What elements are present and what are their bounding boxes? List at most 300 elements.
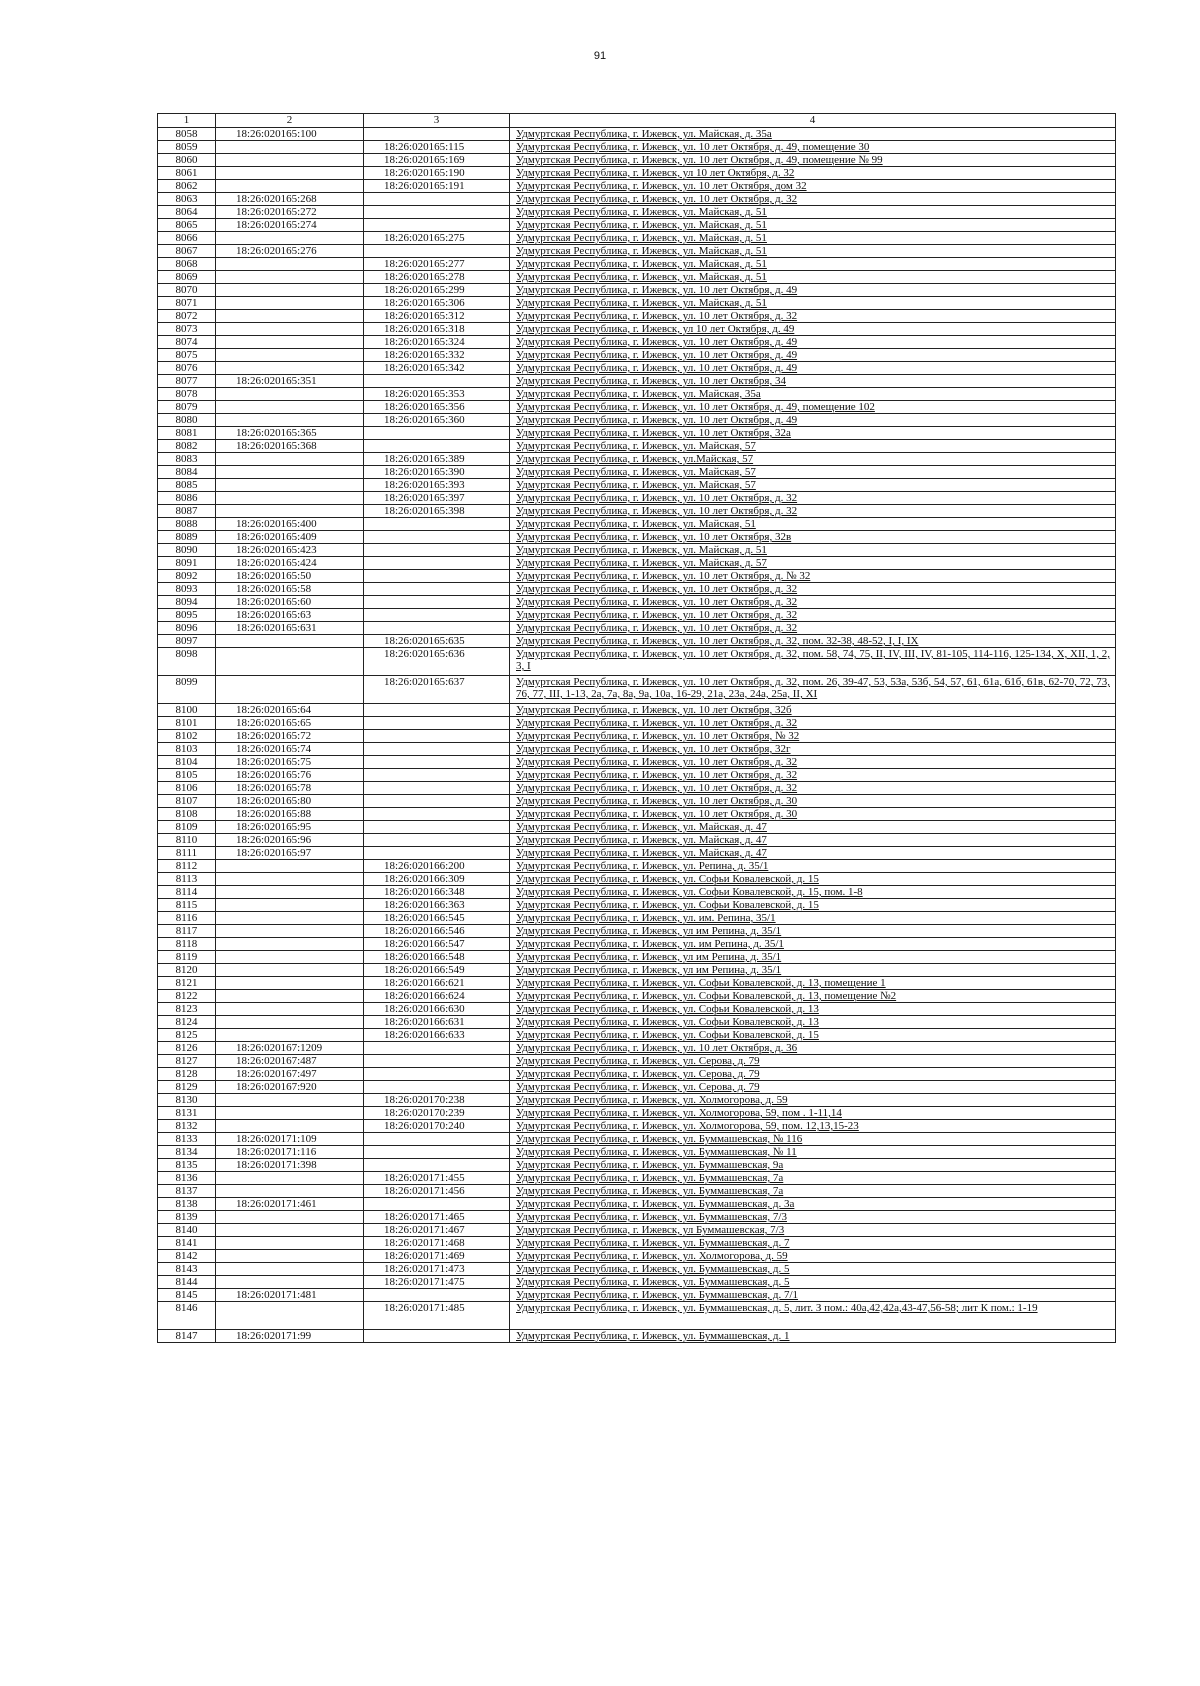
cadastral-number-land	[216, 1224, 364, 1237]
address-cell	[510, 466, 1116, 479]
address-text: Удмуртская Республика, г. Ижевск, ул им Репина, д. 35/1	[516, 964, 782, 976]
cadastral-number-land: 18:26:020165:64	[216, 704, 364, 717]
cadastral-number-land: 18:26:020165:75	[216, 756, 364, 769]
cadastral-number-object: 18:26:020165:353	[364, 388, 510, 401]
row-number: 8136	[158, 1172, 216, 1185]
address-cell	[510, 834, 1116, 847]
cadastral-number-object	[364, 743, 510, 756]
cadastral-number-land	[216, 284, 364, 297]
address-text: Удмуртская Республика, г. Ижевск, ул. Майская, д. 51	[516, 544, 767, 556]
cadastral-number-object	[364, 531, 510, 544]
cadastral-number-land	[216, 258, 364, 271]
address-text: Удмуртская Республика, г. Ижевск, ул. 10 лет Октября, д. 49	[516, 362, 798, 374]
cadastral-number-object: 18:26:020171:485	[364, 1302, 510, 1330]
cadastral-number-object	[364, 1042, 510, 1055]
address-cell	[510, 1055, 1116, 1068]
row-number: 8087	[158, 505, 216, 518]
cadastral-number-land: 18:26:020165:50	[216, 570, 364, 583]
address-text: Удмуртская Республика, г. Ижевск, ул. 10 лет Октября, д. 32	[516, 769, 798, 781]
table-row	[158, 284, 1116, 297]
row-number: 8138	[158, 1198, 216, 1211]
cadastral-number-land: 18:26:020171:99	[216, 1330, 364, 1343]
address-text: Удмуртская Республика, г. Ижевск, ул. Софьи Ковалевской, д. 13, помещение 1	[516, 977, 886, 989]
cadastral-number-land: 18:26:020165:88	[216, 808, 364, 821]
cadastral-number-object	[364, 1289, 510, 1302]
address-cell	[510, 704, 1116, 717]
table-row	[158, 847, 1116, 860]
row-number: 8071	[158, 297, 216, 310]
table-row	[158, 401, 1116, 414]
cadastral-number-object: 18:26:020165:275	[364, 232, 510, 245]
address-text: Удмуртская Республика, г. Ижевск, ул. 10 лет Октября, № 32	[516, 730, 800, 742]
cadastral-number-object: 18:26:020165:390	[364, 466, 510, 479]
table-row	[158, 388, 1116, 401]
cadastral-number-land: 18:26:020165:78	[216, 782, 364, 795]
row-number: 8092	[158, 570, 216, 583]
cadastral-number-land	[216, 1094, 364, 1107]
address-text: Удмуртская Республика, г. Ижевск, ул. Буммашевская, д. 5	[516, 1263, 790, 1275]
address-text: Удмуртская Республика, г. Ижевск, ул. Буммашевская, № 116	[516, 1133, 803, 1145]
table-row	[158, 648, 1116, 676]
row-number: 8140	[158, 1224, 216, 1237]
address-cell	[510, 245, 1116, 258]
row-number: 8069	[158, 271, 216, 284]
address-text: Удмуртская Республика, г. Ижевск, ул. Буммашевская, 7а	[516, 1172, 784, 1184]
table-row	[158, 743, 1116, 756]
address-cell	[510, 769, 1116, 782]
row-number: 8142	[158, 1250, 216, 1263]
cadastral-number-land	[216, 899, 364, 912]
row-number: 8089	[158, 531, 216, 544]
table-row	[158, 873, 1116, 886]
cadastral-number-object: 18:26:020165:393	[364, 479, 510, 492]
address-text: Удмуртская Республика, г. Ижевск, ул. Холмогорова, д. 59	[516, 1094, 788, 1106]
column-header-2: 2	[216, 114, 364, 128]
address-text: Удмуртская Республика, г. Ижевск, ул. Майская, д. 51	[516, 219, 767, 231]
cadastral-number-land	[216, 154, 364, 167]
table-row	[158, 1068, 1116, 1081]
cadastral-number-land	[216, 414, 364, 427]
row-number: 8104	[158, 756, 216, 769]
cadastral-number-land: 18:26:020165:368	[216, 440, 364, 453]
cadastral-number-object	[364, 219, 510, 232]
address-cell	[510, 1224, 1116, 1237]
cadastral-number-object: 18:26:020171:465	[364, 1211, 510, 1224]
cadastral-number-object	[364, 596, 510, 609]
row-number: 8078	[158, 388, 216, 401]
table-row	[158, 1081, 1116, 1094]
table-row	[158, 180, 1116, 193]
cadastral-number-object: 18:26:020170:240	[364, 1120, 510, 1133]
row-number: 8060	[158, 154, 216, 167]
cadastral-number-object: 18:26:020165:277	[364, 258, 510, 271]
row-number: 8119	[158, 951, 216, 964]
cadastral-number-land	[216, 648, 364, 676]
table-row	[158, 1289, 1116, 1302]
address-cell	[510, 808, 1116, 821]
cadastral-number-land	[216, 860, 364, 873]
table-row	[158, 834, 1116, 847]
table-row	[158, 676, 1116, 704]
row-number: 8134	[158, 1146, 216, 1159]
cadastral-number-object: 18:26:020166:309	[364, 873, 510, 886]
cadastral-number-land	[216, 977, 364, 990]
address-text: Удмуртская Республика, г. Ижевск, ул. Холмогорова, д. 59	[516, 1250, 788, 1262]
cadastral-number-land	[216, 951, 364, 964]
row-number: 8118	[158, 938, 216, 951]
cadastral-number-object: 18:26:020166:547	[364, 938, 510, 951]
address-text: Удмуртская Республика, г. Ижевск, ул. Буммашевская, 7/3	[516, 1211, 787, 1223]
row-number: 8128	[158, 1068, 216, 1081]
cadastral-number-object: 18:26:020170:239	[364, 1107, 510, 1120]
address-text: Удмуртская Республика, г. Ижевск, ул. 10 лет Октября, д. 32	[516, 596, 798, 608]
address-cell	[510, 375, 1116, 388]
address-cell	[510, 1003, 1116, 1016]
cadastral-number-land: 18:26:020165:63	[216, 609, 364, 622]
row-number: 8112	[158, 860, 216, 873]
table-row	[158, 219, 1116, 232]
cadastral-number-object: 18:26:020171:469	[364, 1250, 510, 1263]
table-row	[158, 193, 1116, 206]
address-cell	[510, 756, 1116, 769]
table-row	[158, 453, 1116, 466]
row-number: 8061	[158, 167, 216, 180]
address-cell	[510, 1120, 1116, 1133]
table-row	[158, 258, 1116, 271]
cadastral-number-land: 18:26:020165:268	[216, 193, 364, 206]
row-number: 8135	[158, 1159, 216, 1172]
address-text: Удмуртская Республика, г. Ижевск, ул. 10 лет Октября, дом 32	[516, 180, 807, 192]
row-number: 8094	[158, 596, 216, 609]
row-number: 8066	[158, 232, 216, 245]
cadastral-number-land	[216, 925, 364, 938]
row-number: 8076	[158, 362, 216, 375]
address-cell	[510, 886, 1116, 899]
cadastral-number-object	[364, 193, 510, 206]
row-number: 8091	[158, 557, 216, 570]
row-number: 8102	[158, 730, 216, 743]
address-text: Удмуртская Республика, г. Ижевск, ул. Майская, 51	[516, 518, 756, 530]
address-text: Удмуртская Республика, г. Ижевск, ул. Буммашевская, 9а	[516, 1159, 784, 1171]
row-number: 8064	[158, 206, 216, 219]
address-cell	[510, 518, 1116, 531]
cadastral-number-land	[216, 297, 364, 310]
address-cell	[510, 873, 1116, 886]
cadastral-number-land	[216, 180, 364, 193]
cadastral-number-object	[364, 1133, 510, 1146]
address-text: Удмуртская Республика, г. Ижевск, ул. 10 лет Октября, д. № 32	[516, 570, 811, 582]
table-row	[158, 362, 1116, 375]
cadastral-number-land: 18:26:020171:116	[216, 1146, 364, 1159]
table-row	[158, 899, 1116, 912]
registry-table	[157, 113, 1116, 1343]
row-number: 8130	[158, 1094, 216, 1107]
table-row	[158, 1133, 1116, 1146]
cadastral-number-land	[216, 349, 364, 362]
address-cell	[510, 479, 1116, 492]
row-number: 8114	[158, 886, 216, 899]
address-cell	[510, 1276, 1116, 1289]
cadastral-number-land: 18:26:020165:76	[216, 769, 364, 782]
address-text: Удмуртская Республика, г. Ижевск, ул. Буммашевская, д. 5	[516, 1276, 790, 1288]
cadastral-number-land	[216, 886, 364, 899]
table-row	[158, 782, 1116, 795]
cadastral-number-object: 18:26:020165:278	[364, 271, 510, 284]
table-row	[158, 492, 1116, 505]
address-cell	[510, 544, 1116, 557]
cadastral-number-object	[364, 847, 510, 860]
cadastral-number-land	[216, 1211, 364, 1224]
row-number: 8137	[158, 1185, 216, 1198]
table-row	[158, 912, 1116, 925]
address-cell	[510, 622, 1116, 635]
address-text: Удмуртская Республика, г. Ижевск, ул. им. Репина, 35/1	[516, 912, 776, 924]
cadastral-number-land: 18:26:020165:272	[216, 206, 364, 219]
row-number: 8086	[158, 492, 216, 505]
address-cell	[510, 1302, 1116, 1330]
cadastral-number-object: 18:26:020165:190	[364, 167, 510, 180]
cadastral-number-object	[364, 427, 510, 440]
address-text: Удмуртская Республика, г. Ижевск, ул. Буммашевская, № 11	[516, 1146, 797, 1158]
row-number: 8121	[158, 977, 216, 990]
row-number: 8062	[158, 180, 216, 193]
row-number: 8068	[158, 258, 216, 271]
address-text: Удмуртская Республика, г. Ижевск, ул Буммашевская, 7/3	[516, 1224, 785, 1236]
cadastral-number-object	[364, 1330, 510, 1343]
address-cell	[510, 964, 1116, 977]
cadastral-number-land	[216, 990, 364, 1003]
cadastral-number-land	[216, 466, 364, 479]
table-row	[158, 570, 1116, 583]
address-text: Удмуртская Республика, г. Ижевск, ул им Репина, д. 35/1	[516, 925, 782, 937]
address-cell	[510, 743, 1116, 756]
cadastral-number-object	[364, 1068, 510, 1081]
cadastral-number-object: 18:26:020170:238	[364, 1094, 510, 1107]
cadastral-number-object	[364, 782, 510, 795]
cadastral-number-object: 18:26:020165:342	[364, 362, 510, 375]
address-text: Удмуртская Республика, г. Ижевск, ул. Буммашевская, д. 5, лит. З пом.: 40а,42,42а,43-47,56-58; лит К пом.: 1-19	[516, 1302, 1038, 1314]
address-cell	[510, 323, 1116, 336]
cadastral-number-object	[364, 1055, 510, 1068]
address-cell	[510, 232, 1116, 245]
row-number: 8103	[158, 743, 216, 756]
cadastral-number-land	[216, 232, 364, 245]
cadastral-number-land: 18:26:020165:400	[216, 518, 364, 531]
row-number: 8097	[158, 635, 216, 648]
cadastral-number-object	[364, 821, 510, 834]
cadastral-number-object: 18:26:020165:318	[364, 323, 510, 336]
address-cell	[510, 1185, 1116, 1198]
table-row	[158, 323, 1116, 336]
address-cell	[510, 730, 1116, 743]
column-header-1: 1	[158, 114, 216, 128]
row-number: 8145	[158, 1289, 216, 1302]
row-number: 8088	[158, 518, 216, 531]
cadastral-number-object	[364, 1081, 510, 1094]
cadastral-number-land: 18:26:020165:80	[216, 795, 364, 808]
table-row	[158, 635, 1116, 648]
address-text: Удмуртская Республика, г. Ижевск, ул. Майская, д. 35а	[516, 128, 772, 140]
cadastral-number-object: 18:26:020166:348	[364, 886, 510, 899]
address-text: Удмуртская Республика, г. Ижевск, ул. Буммашевская, д. 3а	[516, 1198, 795, 1210]
address-cell	[510, 1263, 1116, 1276]
table-row	[158, 1250, 1116, 1263]
row-number: 8117	[158, 925, 216, 938]
address-cell	[510, 401, 1116, 414]
cadastral-number-object: 18:26:020165:306	[364, 297, 510, 310]
cadastral-number-land: 18:26:020165:424	[216, 557, 364, 570]
table-row	[158, 1107, 1116, 1120]
table-row	[158, 1185, 1116, 1198]
table-row	[158, 479, 1116, 492]
row-number: 8077	[158, 375, 216, 388]
address-text: Удмуртская Республика, г. Ижевск, ул. 10 лет Октября, д. 49, помещение 102	[516, 401, 875, 413]
table-row	[158, 1237, 1116, 1250]
row-number: 8080	[158, 414, 216, 427]
cadastral-number-object: 18:26:020171:456	[364, 1185, 510, 1198]
cadastral-number-object	[364, 795, 510, 808]
cadastral-number-object	[364, 730, 510, 743]
table-row	[158, 795, 1116, 808]
row-number: 8085	[158, 479, 216, 492]
cadastral-number-object	[364, 245, 510, 258]
table-row	[158, 977, 1116, 990]
row-number: 8113	[158, 873, 216, 886]
row-number: 8143	[158, 1263, 216, 1276]
cadastral-number-land	[216, 1003, 364, 1016]
cadastral-number-land: 18:26:020167:497	[216, 1068, 364, 1081]
table-row	[158, 860, 1116, 873]
address-cell	[510, 284, 1116, 297]
cadastral-number-object	[364, 834, 510, 847]
row-number: 8105	[158, 769, 216, 782]
row-number: 8110	[158, 834, 216, 847]
cadastral-number-object	[364, 609, 510, 622]
address-text: Удмуртская Республика, г. Ижевск, ул. 10 лет Октября, д. 32	[516, 609, 798, 621]
address-text: Удмуртская Республика, г. Ижевск, ул. Буммашевская, 7а	[516, 1185, 784, 1197]
table-row	[158, 128, 1116, 141]
row-number: 8132	[158, 1120, 216, 1133]
address-cell	[510, 193, 1116, 206]
address-text: Удмуртская Республика, г. Ижевск, ул. Майская, д. 47	[516, 834, 767, 846]
cadastral-number-land	[216, 479, 364, 492]
address-text: Удмуртская Республика, г. Ижевск, ул им Репина, д. 35/1	[516, 951, 782, 963]
row-number: 8125	[158, 1029, 216, 1042]
cadastral-number-object: 18:26:020166:633	[364, 1029, 510, 1042]
address-text: Удмуртская Республика, г. Ижевск, ул. 10 лет Октября, 32г	[516, 743, 791, 755]
table-row	[158, 271, 1116, 284]
table-row	[158, 821, 1116, 834]
cadastral-number-object: 18:26:020166:549	[364, 964, 510, 977]
address-cell	[510, 583, 1116, 596]
address-text: Удмуртская Республика, г. Ижевск, ул. 10 лет Октября, д. 30	[516, 808, 798, 820]
address-cell	[510, 154, 1116, 167]
row-number: 8141	[158, 1237, 216, 1250]
table-row	[158, 925, 1116, 938]
cadastral-number-object: 18:26:020165:191	[364, 180, 510, 193]
row-number: 8098	[158, 648, 216, 676]
cadastral-number-land: 18:26:020165:100	[216, 128, 364, 141]
table-row	[158, 336, 1116, 349]
address-text: Удмуртская Республика, г. Ижевск, ул. Холмогорова, 59, пом . 1-11,14	[516, 1107, 842, 1119]
table-row	[158, 232, 1116, 245]
address-cell	[510, 925, 1116, 938]
address-cell	[510, 1081, 1116, 1094]
table-row	[158, 1330, 1116, 1343]
row-number: 8073	[158, 323, 216, 336]
address-text: Удмуртская Республика, г. Ижевск, ул. 10 лет Октября, д. 32	[516, 583, 798, 595]
address-cell	[510, 1198, 1116, 1211]
address-text: Удмуртская Республика, г. Ижевск, ул. Серова, д. 79	[516, 1055, 760, 1067]
table-row	[158, 518, 1116, 531]
address-text: Удмуртская Республика, г. Ижевск, ул. 10 лет Октября, д. 32	[516, 782, 798, 794]
address-text: Удмуртская Республика, г. Ижевск, ул.Майская, 57	[516, 453, 754, 465]
cadastral-number-land	[216, 1237, 364, 1250]
address-text: Удмуртская Республика, г. Ижевск, ул. 10 лет Октября, д. 49	[516, 414, 798, 426]
address-text: Удмуртская Республика, г. Ижевск, ул. 10 лет Октября, д. 32	[516, 505, 798, 517]
cadastral-number-land	[216, 1185, 364, 1198]
cadastral-number-object	[364, 544, 510, 557]
address-cell	[510, 977, 1116, 990]
row-number: 8059	[158, 141, 216, 154]
cadastral-number-land	[216, 1120, 364, 1133]
address-cell	[510, 440, 1116, 453]
address-cell	[510, 596, 1116, 609]
cadastral-number-object: 18:26:020165:324	[364, 336, 510, 349]
cadastral-number-object	[364, 583, 510, 596]
table-row	[158, 769, 1116, 782]
table-row	[158, 596, 1116, 609]
cadastral-number-land: 18:26:020165:60	[216, 596, 364, 609]
cadastral-number-land: 18:26:020171:461	[216, 1198, 364, 1211]
cadastral-number-object	[364, 704, 510, 717]
row-number: 8116	[158, 912, 216, 925]
address-text: Удмуртская Республика, г. Ижевск, ул. Софьи Ковалевской, д. 13	[516, 1003, 819, 1015]
cadastral-number-land: 18:26:020165:423	[216, 544, 364, 557]
address-cell	[510, 1237, 1116, 1250]
cadastral-number-object: 18:26:020171:468	[364, 1237, 510, 1250]
table-row	[158, 1003, 1116, 1016]
address-cell	[510, 860, 1116, 873]
address-text: Удмуртская Республика, г. Ижевск, ул. Буммашевская, д. 7/1	[516, 1289, 799, 1301]
cadastral-number-object: 18:26:020171:473	[364, 1263, 510, 1276]
cadastral-number-object: 18:26:020166:621	[364, 977, 510, 990]
address-cell	[510, 795, 1116, 808]
cadastral-number-object	[364, 557, 510, 570]
cadastral-number-object	[364, 717, 510, 730]
address-cell	[510, 676, 1116, 704]
address-text: Удмуртская Республика, г. Ижевск, ул. Майская, д. 51	[516, 245, 767, 257]
address-cell	[510, 310, 1116, 323]
address-text: Удмуртская Республика, г. Ижевск, ул. Майская, 57	[516, 466, 756, 478]
table-row	[158, 808, 1116, 821]
cadastral-number-object: 18:26:020166:546	[364, 925, 510, 938]
cadastral-number-object	[364, 518, 510, 531]
table-row	[158, 414, 1116, 427]
cadastral-number-land: 18:26:020165:58	[216, 583, 364, 596]
row-number: 8146	[158, 1302, 216, 1330]
cadastral-number-land: 18:26:020165:74	[216, 743, 364, 756]
address-cell	[510, 938, 1116, 951]
cadastral-number-object	[364, 206, 510, 219]
address-cell	[510, 167, 1116, 180]
table-row	[158, 1016, 1116, 1029]
table-row	[158, 167, 1116, 180]
table-row	[158, 1198, 1116, 1211]
table-row	[158, 990, 1116, 1003]
address-cell	[510, 1159, 1116, 1172]
address-cell	[510, 271, 1116, 284]
